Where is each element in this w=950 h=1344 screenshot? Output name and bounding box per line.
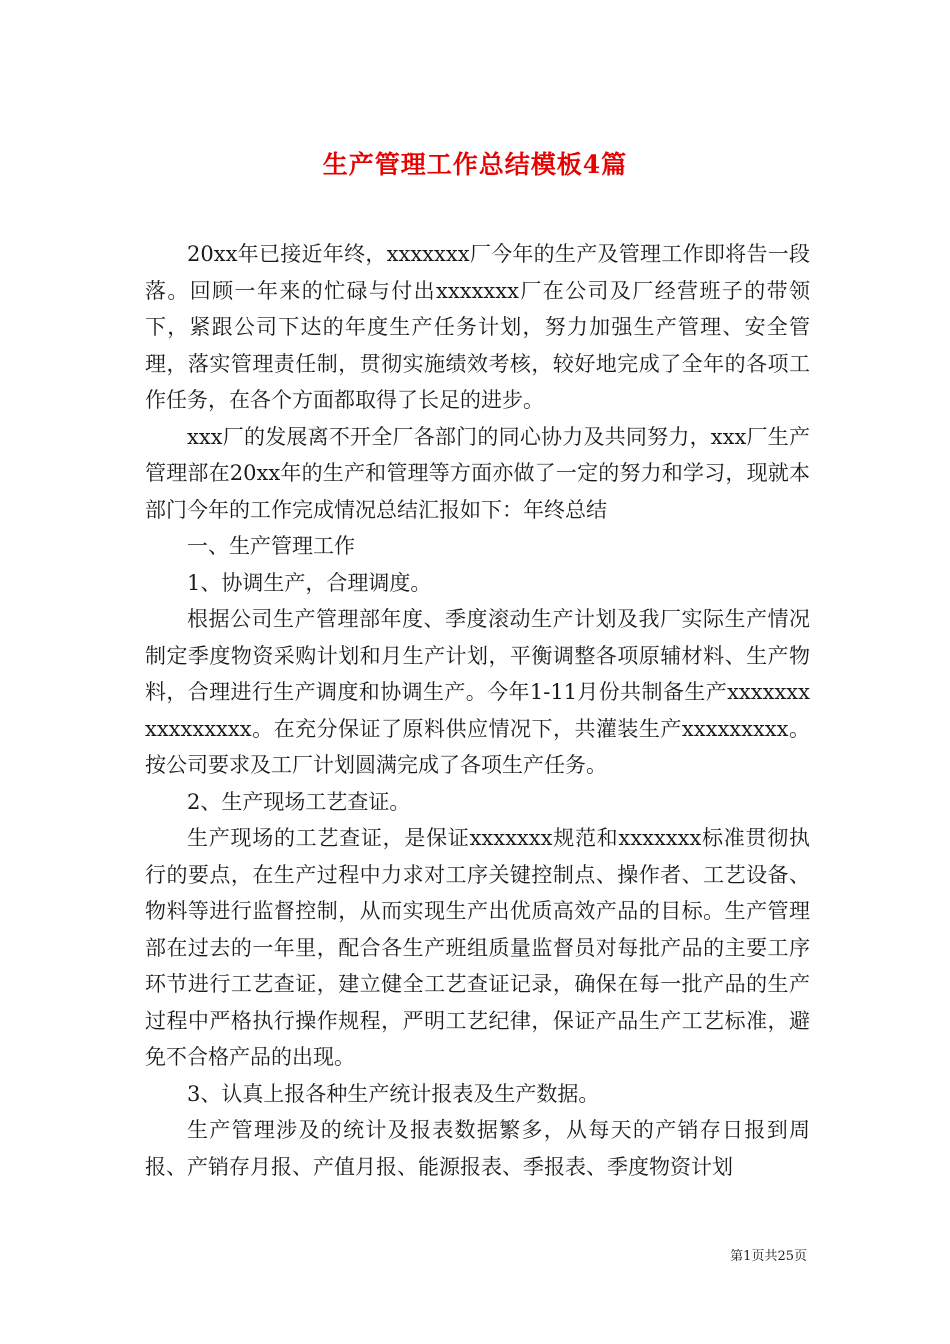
paragraph: 生产管理涉及的统计及报表数据繁多，从每天的产销存日报到周报、产销存月报、产值月报、能源报表、季报表、季度物资计划 xyxy=(145,1118,810,1179)
paragraph: xxx厂的发展离不开全厂各部门的同心协力及共同努力，xxx厂生产管理部在20xx年的生产和管理等方面亦做了一定的努力和学习，现就本部门今年的工作完成情况总结汇报如下：年终总结 xyxy=(145,424,810,522)
paragraph: 20xx年已接近年终，xxxxxxx厂今年的生产及管理工作即将告一段落。回顾一年来的忙碌与付出xxxxxxx厂在公司及厂经营班子的带领下，紧跟公司下达的年度生产任务计划，努力加强生产管理、安全管理，落实管理责任制，贯彻实施绩效考核，较好地完成了全年的各项工作任务，在各个方面都取得了长足的进步。 xyxy=(145,242,810,412)
subsection-heading: 3、认真上报各种生产统计报表及生产数据。 xyxy=(187,1081,600,1106)
subsection-heading: 1、协调生产，合理调度。 xyxy=(187,570,432,595)
document-body xyxy=(145,236,810,1185)
section-heading: 一、生产管理工作 xyxy=(187,534,355,558)
page-number: 第1页共25页 xyxy=(730,1249,807,1264)
document-title: 生产管理工作总结模板4篇 xyxy=(322,149,628,179)
paragraph: 生产现场的工艺查证，是保证xxxxxxx规范和xxxxxxx标准贯彻执行的要点，在生产过程中力求对工序关键控制点、操作者、工艺设备、物料等进行监督控制，从而实现生产出优质高效产品的目标。生产管理部在过去的一年里，配合各生产班组质量监督员对每批产品的主要工序环节进行工艺查证，建立健全工艺查证记录，确保在每一批产品的生产过程中严格执行操作规程，严明工艺纪律，保证产品生产工艺标准，避免不合格产品的出现。 xyxy=(145,826,810,1069)
subsection-heading: 2、生产现场工艺查证。 xyxy=(187,789,411,814)
paragraph: 根据公司生产管理部年度、季度滚动生产计划及我厂实际生产情况制定季度物资采购计划和月生产计划，平衡调整各项原辅材料、生产物料，合理进行生产调度和协调生产。今年1-11月份共制备生产xxxxxxxxxxxxxxxx。在充分保证了原料供应情况下，共灌装生产xxxxxxxxx。按公司要求及工厂计划圆满完成了各项生产任务。 xyxy=(145,607,810,777)
